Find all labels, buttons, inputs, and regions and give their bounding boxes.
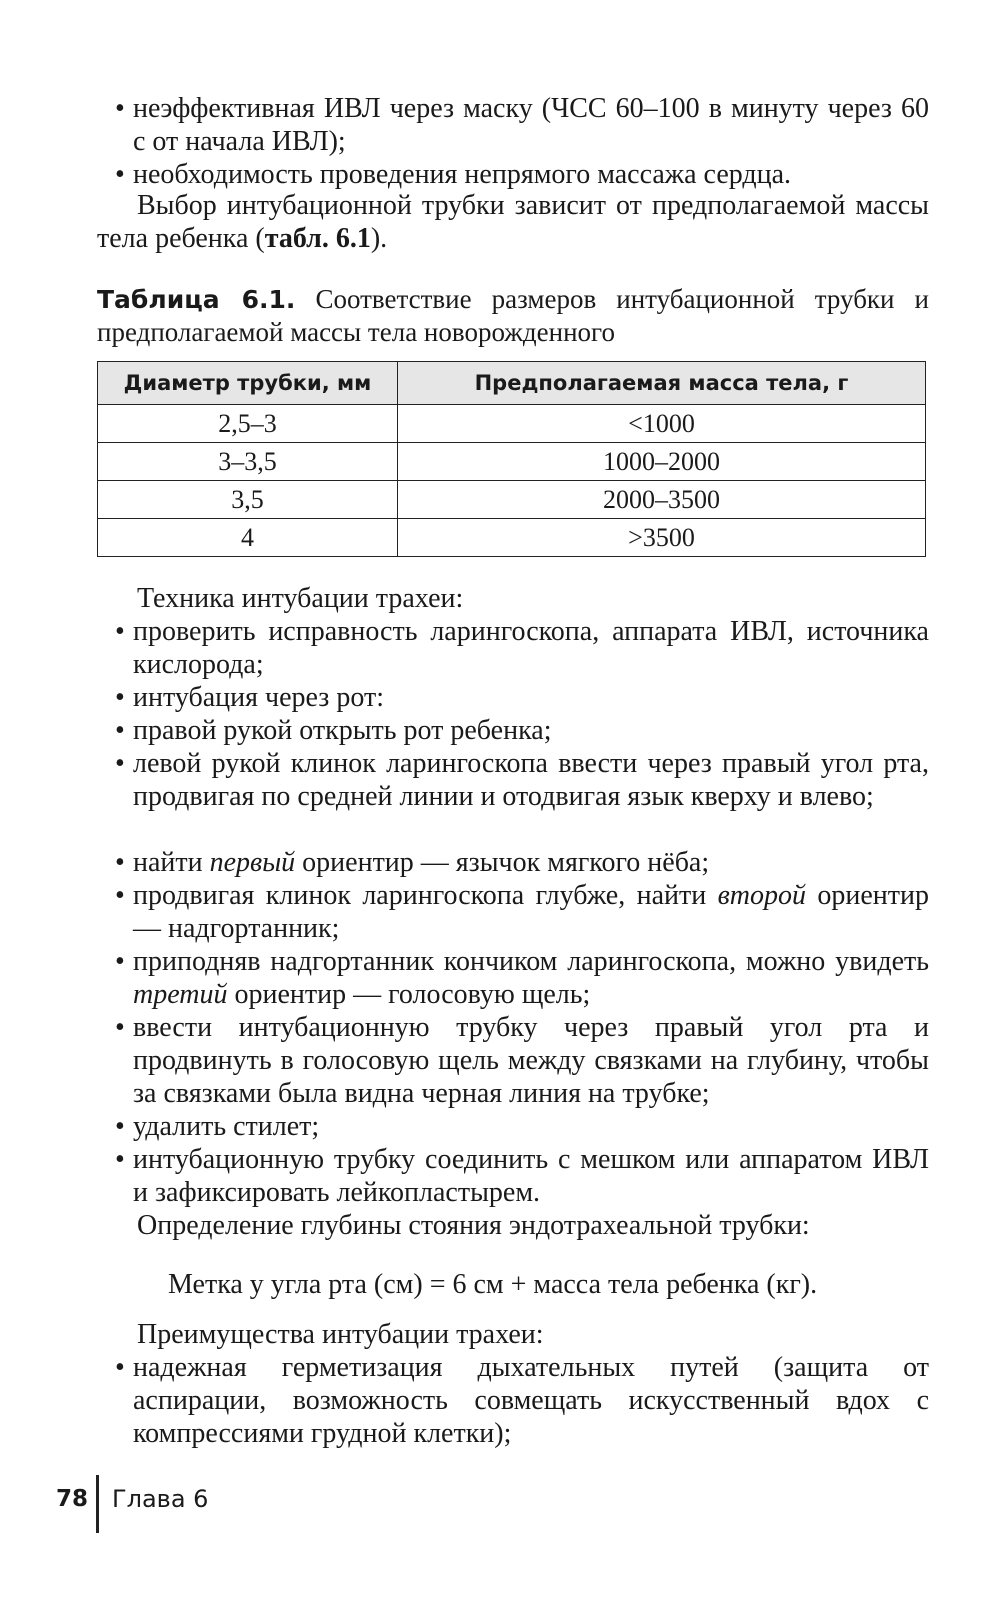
page-number: 78	[56, 1486, 89, 1512]
column-header: Предполагаемая масса тела, г	[398, 362, 926, 405]
bullet-icon: •	[115, 159, 125, 190]
table-cell: 3,5	[98, 481, 398, 519]
list-item: • правой рукой открыть рот ребенка;	[115, 715, 552, 746]
table-row	[98, 481, 926, 519]
list-item: • проверить исправность ларингоскопа, аппарата ИВЛ, источника кислорода;	[115, 616, 929, 680]
table-cell: 1000–2000	[398, 443, 926, 481]
depth-heading: Определение глубины стояния эндотрахеальной трубки:	[137, 1210, 810, 1241]
advantages-heading: Преимущества интубации трахеи:	[137, 1319, 544, 1350]
list-item: • необходимость проведения непрямого массажа сердца.	[115, 159, 792, 190]
list-item: • найти первый ориентир — язычок мягкого нёба;	[115, 847, 710, 878]
tube-size-table	[97, 361, 926, 557]
column-header: Диаметр трубки, мм	[98, 362, 398, 405]
technique-heading: Техника интубации трахеи:	[137, 583, 464, 614]
table-row	[98, 519, 926, 557]
bullet-icon: •	[115, 1352, 125, 1383]
list-item: • левой рукой клинок ларингоскопа ввести через правый угол рта, продвигая по средней линии и отодвигая язык кверху и влево;	[115, 748, 929, 812]
depth-formula: Метка у угла рта (см) = 6 см + масса тела ребенка (кг).	[168, 1269, 818, 1300]
emphasis: первый	[209, 847, 296, 878]
bullet-icon: •	[115, 1012, 125, 1043]
bullet-icon: •	[115, 946, 125, 977]
intro-paragraph: Выбор интубационной трубки зависит от предполагаемой массы тела ребенка (табл. 6.1).	[97, 190, 929, 254]
list-item: • интубационную трубку соединить с мешком или аппаратом ИВЛ и зафиксировать лейкопластырем.	[115, 1144, 929, 1208]
footer-divider	[96, 1475, 99, 1533]
bullet-icon: •	[115, 682, 125, 713]
bullet-icon: •	[115, 715, 125, 746]
table-cell: 2,5–3	[98, 405, 398, 443]
list-item: • надежная герметизация дыхательных путей (защита от аспирации, возможность совмещать искусственный вдох с компрессиями грудной клетки);	[115, 1352, 929, 1449]
list-item: • интубация через рот:	[115, 682, 384, 713]
list-item: • приподняв надгортанник кончиком ларингоскопа, можно увидеть третий ориентир — голосовую щель;	[115, 946, 929, 1010]
table-caption-label: Таблица 6.1.	[97, 285, 296, 314]
bullet-icon: •	[115, 616, 125, 647]
bullet-icon: •	[115, 1111, 125, 1142]
emphasis: третий	[133, 979, 228, 1010]
chapter-label: Глава 6	[112, 1485, 209, 1513]
table-reference: табл. 6.1	[264, 223, 371, 254]
table-cell: 3–3,5	[98, 443, 398, 481]
table-row	[98, 405, 926, 443]
emphasis: второй	[717, 880, 806, 911]
table-cell: 2000–3500	[398, 481, 926, 519]
table-header-row	[98, 362, 926, 405]
table-caption	[97, 283, 929, 349]
table-cell: 4	[98, 519, 398, 557]
list-item: • удалить стилет;	[115, 1111, 320, 1142]
bullet-icon: •	[115, 847, 125, 878]
table-row	[98, 443, 926, 481]
table-caption-text: Соответствие размеров интубационной трубки и предполагаемой массы тела новорожденного	[97, 284, 929, 347]
bullet-icon: •	[115, 1144, 125, 1175]
table-cell: <1000	[398, 405, 926, 443]
bullet-icon: •	[115, 93, 125, 124]
list-item: • продвигая клинок ларингоскопа глубже, найти второй ориентир — надгортанник;	[115, 880, 929, 944]
bullet-icon: •	[115, 748, 125, 779]
list-item: • ввести интубационную трубку через правый угол рта и продвинуть в голосовую щель между связками на глубину, чтобы за связками была видна черная линия на трубке;	[115, 1012, 929, 1109]
bullet-icon: •	[115, 880, 125, 911]
list-item: • неэффективная ИВЛ через маску (ЧСС 60–100 в минуту через 60 с от начала ИВЛ);	[115, 93, 929, 157]
table-cell: >3500	[398, 519, 926, 557]
